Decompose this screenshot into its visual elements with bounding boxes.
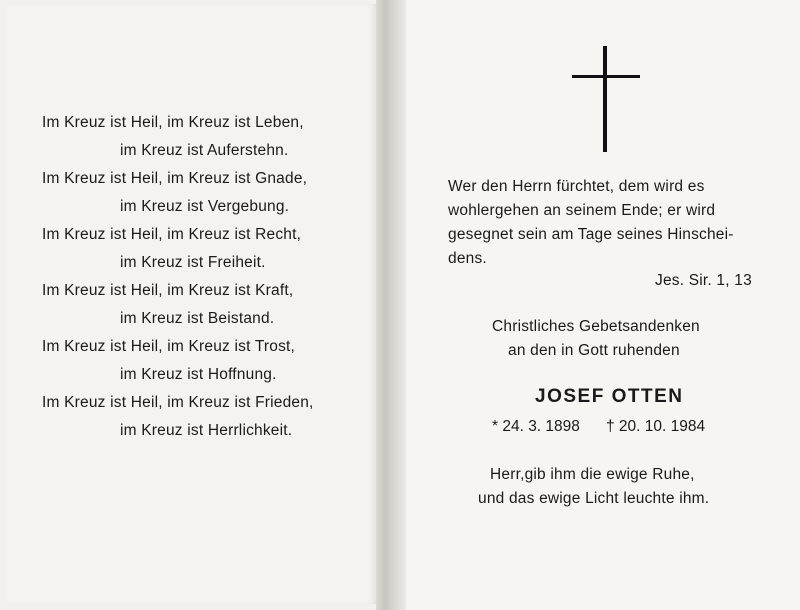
verse-line: Im Kreuz ist Heil, im Kreuz ist Kraft, (42, 282, 294, 299)
memorial-subheading: an den in Gott ruhenden (508, 342, 680, 359)
verse-line: Im Kreuz ist Heil, im Kreuz ist Trost, (42, 338, 296, 355)
latin-cross-icon (572, 46, 640, 152)
verse-line: im Kreuz ist Beistand. (120, 310, 275, 327)
card-fold (376, 0, 406, 610)
verse-line: Im Kreuz ist Heil, im Kreuz ist Gnade, (42, 170, 308, 187)
quote-line: wohlergehen an seinem Ende; er wird (448, 202, 716, 219)
prayer-line: und das ewige Licht leuchte ihm. (478, 490, 710, 507)
verse-line: Im Kreuz ist Heil, im Kreuz ist Leben, (42, 114, 304, 131)
quote-line: Wer den Herrn fürchtet, dem wird es (448, 178, 705, 195)
quote-line: gesegnet sein am Tage seines Hinschei- (448, 226, 734, 243)
verse-line: im Kreuz ist Freiheit. (120, 254, 266, 271)
verse-line: im Kreuz ist Auferstehn. (120, 142, 289, 159)
deceased-name: JOSEF OTTEN (535, 386, 684, 407)
verse-line: Im Kreuz ist Heil, im Kreuz ist Recht, (42, 226, 302, 243)
verse-line: im Kreuz ist Hoffnung. (120, 366, 277, 383)
death-date: † 20. 10. 1984 (606, 418, 706, 435)
verse-line: im Kreuz ist Vergebung. (120, 198, 290, 215)
left-panel (6, 4, 376, 604)
verse-line: im Kreuz ist Herrlichkeit. (120, 422, 293, 439)
memorial-heading: Christliches Gebetsandenken (492, 318, 700, 335)
verse-line: Im Kreuz ist Heil, im Kreuz ist Frieden, (42, 394, 314, 411)
quote-line: dens. (448, 250, 487, 267)
quote-reference: Jes. Sir. 1, 13 (655, 272, 752, 289)
prayer-line: Herr,gib ihm die ewige Ruhe, (490, 466, 695, 483)
birth-date: * 24. 3. 1898 (492, 418, 580, 435)
